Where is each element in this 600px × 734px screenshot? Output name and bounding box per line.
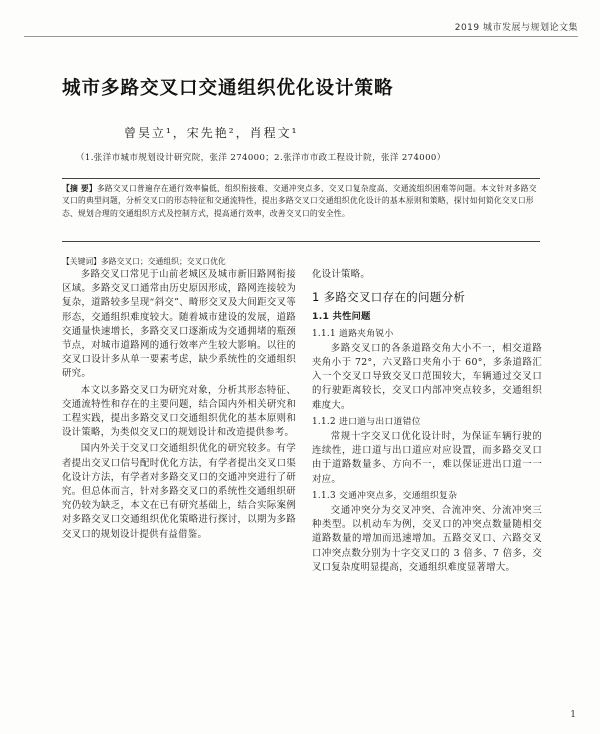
- left-column: [62, 268, 296, 544]
- subsection-heading: 1.1 共性问题: [312, 311, 371, 323]
- body-paragraph: 本文以多路交叉口为研究对象，分析其形态特征、交通流特性和存在的主要问题，结合国内外相关研究和工程实践，提出多路交叉口交通组织优化的基本原则和设计策略，为类似交叉口的规划设计和改造提供参考。: [62, 384, 296, 439]
- subsubsection-heading: 1.1.1 道路夹角锐小: [312, 328, 394, 339]
- header-rule: [24, 36, 578, 37]
- right-column: [312, 268, 542, 577]
- abstract-label: 【摘 要】: [62, 184, 97, 193]
- body-paragraph: 化设计策略。: [312, 269, 371, 280]
- subsubsection-heading: 1.1.3 交通冲突点多，交通组织复杂: [312, 490, 458, 501]
- keywords-label: 【关键词】: [62, 257, 101, 266]
- keywords-text: 多路交叉口；交通组织；交叉口优化: [100, 257, 226, 266]
- body-paragraph: 国内外关于交叉口交通组织优化的研究较多。有学者提出交叉口信号配时优化方法，有学者提出交叉口渠化设计方法，有学者对多路交叉口的交通冲突进行了研究。但总体而言，针对多路交叉口的系统性交通组织研究仍较为缺乏，本文在已有研究基础上，结合实际案例对多路交叉口交通组织优化策略进行探讨，以期为多路交叉口的规划设计提供有益借鉴。: [62, 443, 296, 540]
- paper-title: 城市多路交叉口交通组织优化设计策略: [62, 78, 394, 99]
- page-number: 1: [570, 710, 576, 720]
- abstract-text: 多路交叉口普遍存在通行效率偏低、组织衔接难、交通冲突点多、交叉口复杂度高、交通流组织困难等问题。本文针对多路交叉口的典型问题，分析交叉口的形态特征和交通流特性，提出多路交叉口交通组织优化设计的基本原则和策略，探讨如何简化交叉口形态、规划合理的交通组织方式及控制方式，提高通行效率，改善交叉口的安全性。: [62, 184, 537, 218]
- paper-authors: 曾昊立¹，宋先艳²，肖程文¹: [124, 126, 299, 140]
- paper-affiliation: （1.张洋市城市规划设计研究院，张洋 274000；2.张洋市市政工程设计院，张洋 274000）: [76, 153, 446, 163]
- subsubsection-heading: 1.1.2 进口道与出口道错位: [312, 416, 421, 427]
- body-paragraph: 常规十字交叉口优化设计时，为保证车辆行驶的连续性，进口道与出口道应对应设置，而多路交叉口由于道路数量多、方向不一，难以保证进出口道一一对应。: [312, 431, 542, 485]
- running-head: 2019 城市发展与规划论文集: [454, 23, 578, 33]
- section-heading: 1 多路交叉口存在的问题分析: [312, 290, 466, 305]
- body-paragraph: 多路交叉口的各条道路交角大小不一，相交道路夹角小于 72°，六叉路口夹角小于 60°，多条道路汇入一个交叉口导致交叉口范围较大，车辆通过交叉口的行驶距离较长，交叉口内部冲突点较多，交通组织难度大。: [312, 342, 542, 411]
- abstract-box: [62, 178, 540, 242]
- body-paragraph: 交通冲突分为交叉冲突、合流冲突、分流冲突三种类型。以机动车为例，交叉口的冲突点数量随相交道路数量的增加而迅速增加。五路交叉口、六路交叉口冲突点数分别为十字交叉口的 3 倍多、7 倍多，交叉口复杂度明显提高，交通组织难度显著增大。: [312, 505, 542, 573]
- body-paragraph: 多路交叉口常见于山前老城区及城市新旧路网衔接区域。多路交叉口通常由历史原因形成，路网连接较为复杂，道路较多呈现“斜交”、畸形交叉及大间距交叉等形态，交通组织难度较大。随着城市建设的发展，道路交通量快速增长，多路交叉口逐渐成为交通拥堵的瓶颈节点，对城市道路网的通行效率产生较大影响。以往的交叉口设计多从单一要素考虑，缺少系统性的交通组织研究。: [62, 269, 296, 380]
- keywords: [62, 256, 540, 267]
